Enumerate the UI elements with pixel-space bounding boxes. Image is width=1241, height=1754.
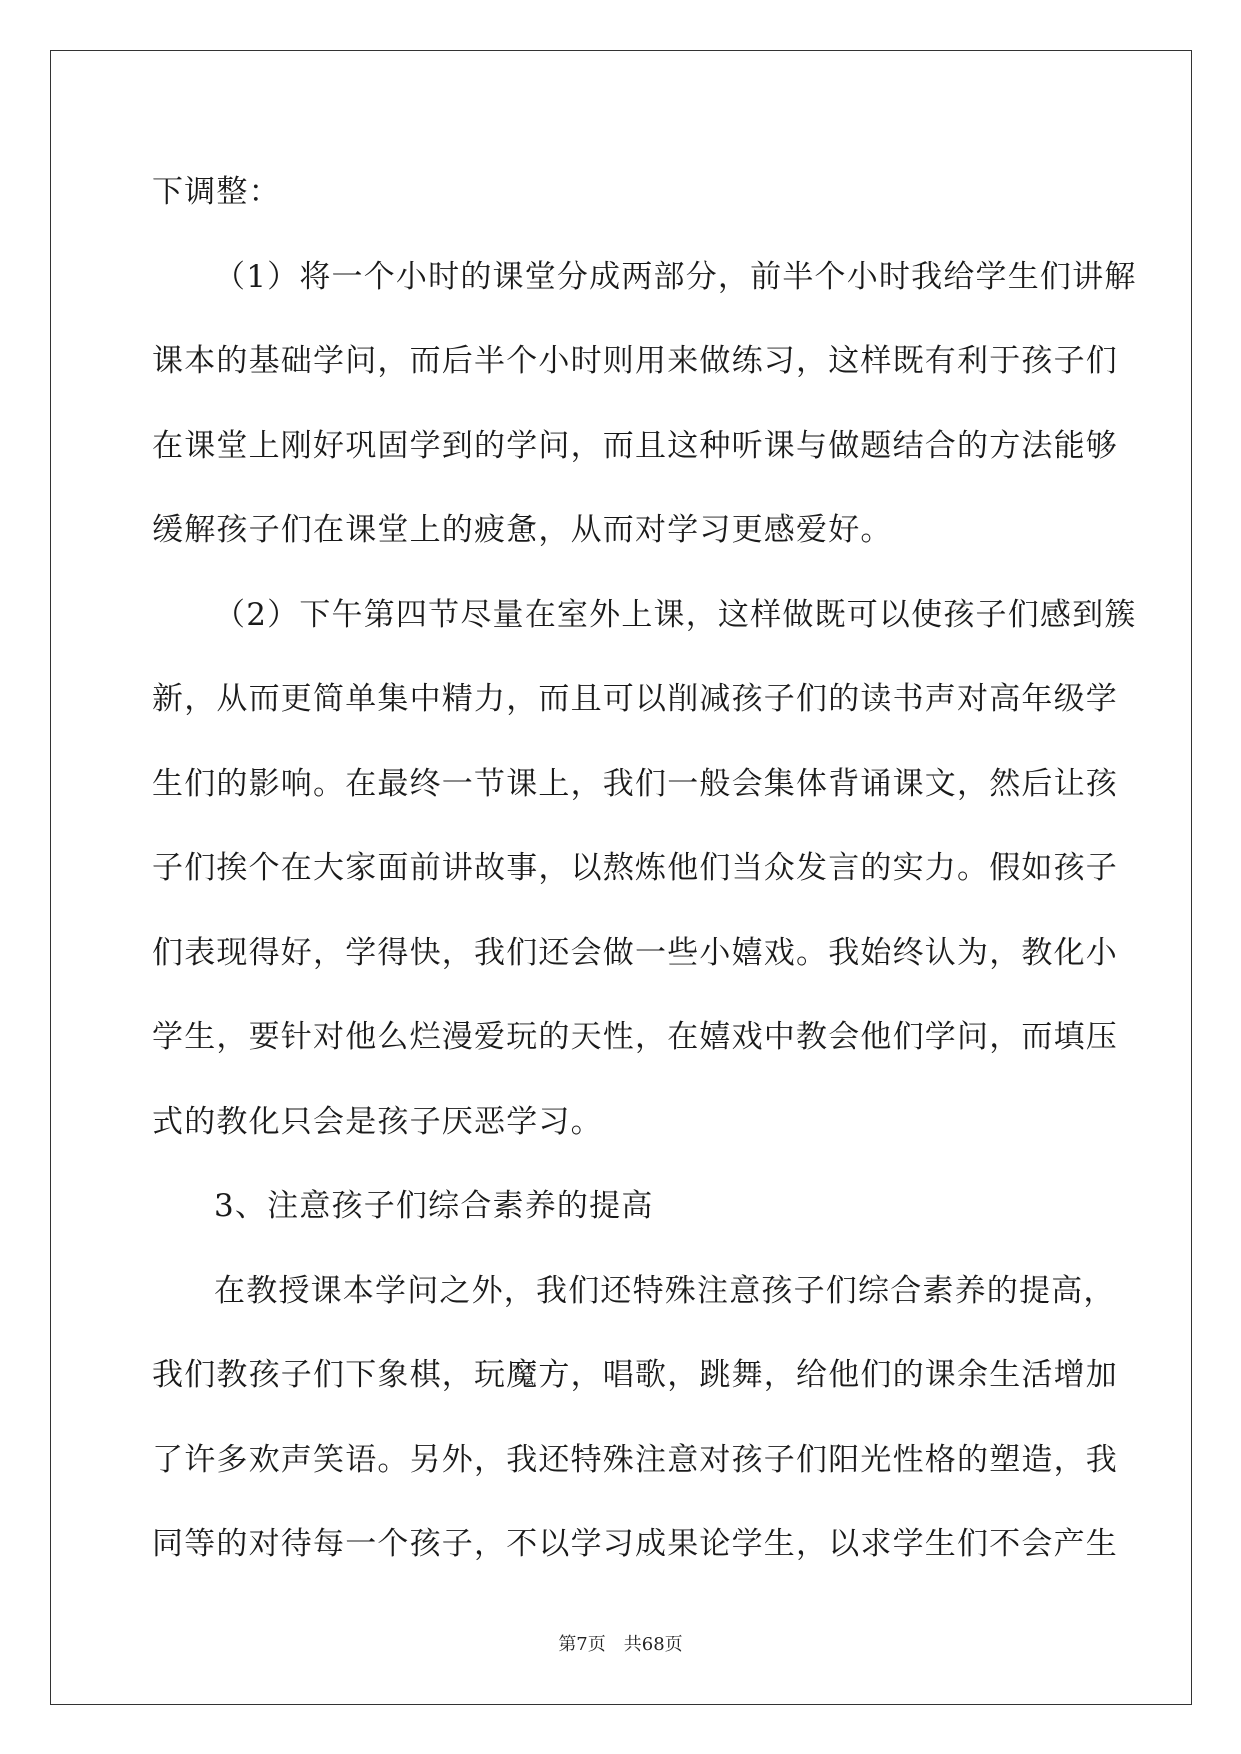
text-line-1: 下调整：: [152, 174, 281, 210]
text-line-7: 新，从而更简单集中精力，而且可以削减孩子们的读书声对高年级学: [152, 681, 1118, 717]
document-body: [152, 160, 1137, 1597]
text-line-2: （1）将一个小时的课堂分成两部分，前半个小时我给学生们讲解: [214, 258, 1137, 295]
text-line-14: 在教授课本学问之外，我们还特殊注意孩子们综合素养的提高，: [214, 1272, 1116, 1309]
page-number: 第7页: [558, 1634, 606, 1655]
text-line-15: 我们教孩子们下象棋，玩魔方，唱歌，跳舞，给他们的课余生活增加: [152, 1357, 1118, 1393]
text-line-6: （2）下午第四节尽量在室外上课，这样做既可以使孩子们感到簇: [214, 596, 1137, 633]
text-line-12: 式的教化只会是孩子厌恶学习。: [152, 1103, 603, 1140]
text-line-4: 在课堂上刚好巩固学到的学问，而且这种听课与做题结合的方法能够: [152, 427, 1118, 464]
text-line-17: 同等的对待每一个孩子，不以学习成果论学生，以求学生们不会产生: [152, 1526, 1118, 1562]
text-line-11: 学生，要针对他么烂漫爱玩的天性，在嬉戏中教会他们学问，而填压: [152, 1019, 1118, 1055]
page-total: 共68页: [623, 1634, 683, 1655]
text-line-10: 们表现得好，学得快，我们还会做一些小嬉戏。我始终认为，教化小: [152, 934, 1118, 971]
text-line-16: 了许多欢声笑语。另外，我还特殊注意对孩子们阳光性格的塑造，我: [152, 1441, 1118, 1478]
text-line-9: 子们挨个在大家面前讲故事，以熬炼他们当众发言的实力。假如孩子: [152, 850, 1118, 886]
page-footer: [0, 1630, 1241, 1656]
text-line-8: 生们的影响。在最终一节课上，我们一般会集体背诵课文，然后让孩: [152, 765, 1118, 802]
section-heading: 3、注意孩子们综合素养的提高: [214, 1188, 654, 1224]
text-line-3: 课本的基础学问，而后半个小时则用来做练习，这样既有利于孩子们: [152, 343, 1118, 379]
text-line-5: 缓解孩子们在课堂上的疲惫，从而对学习更感爱好。: [152, 512, 893, 548]
